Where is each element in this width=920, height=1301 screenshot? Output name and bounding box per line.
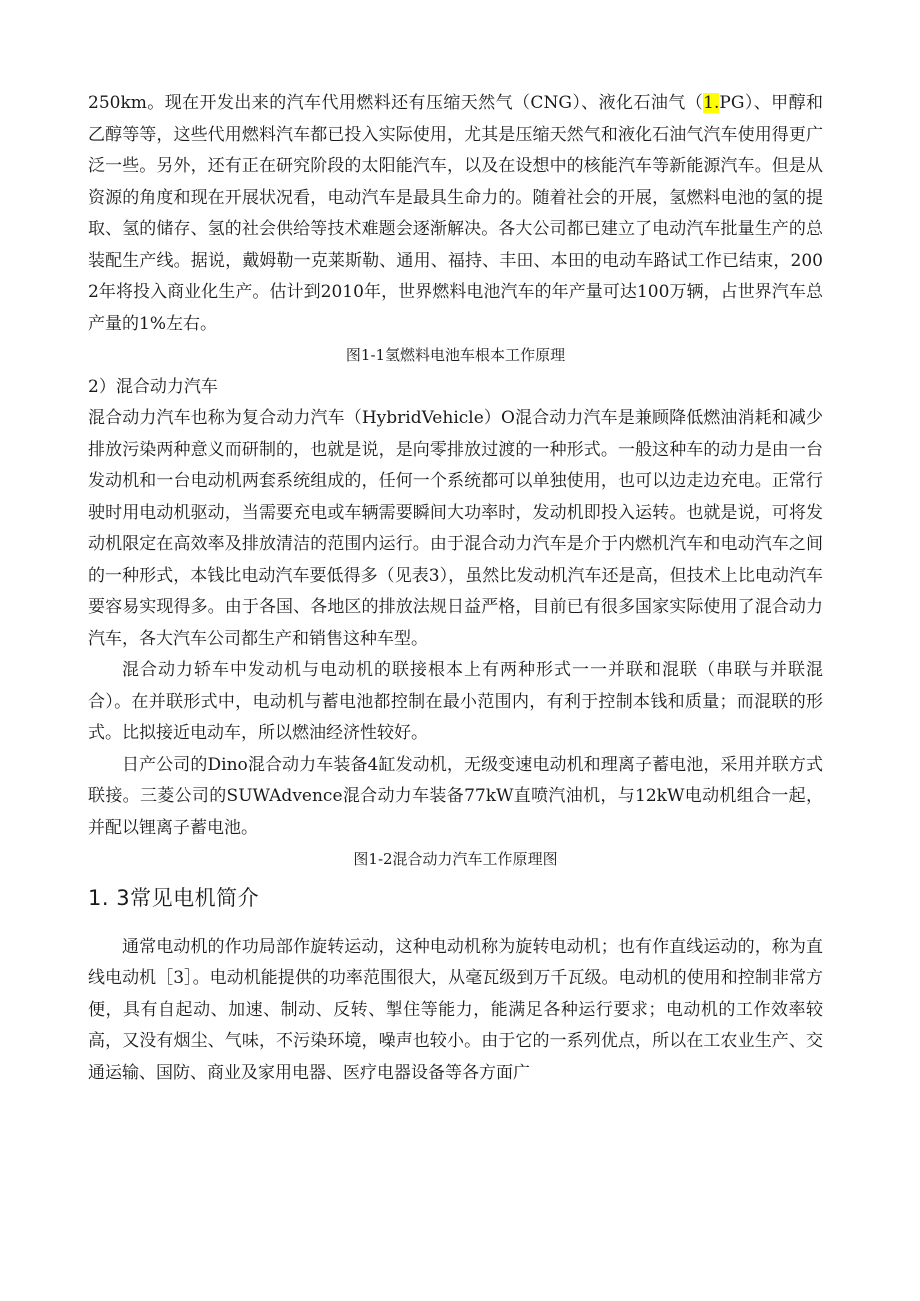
paragraph-alternative-fuels xyxy=(88,88,823,340)
paragraph-text-after-highlight: PG）、甲醇和乙醇等等，这些代用燃料汽车都已投入实际使用，尤其是压缩天然气和液化石油气汽车使用得更广泛一些。另外，还有正在研究阶段的太阳能汽车，以及在设想中的核能汽车等新能源汽车。但是从资源的角度和现在开展状况看，电动汽车是最具生命力的。随着社会的开展，氢燃料电池的氢的提取、氢的储存、氢的社会供给等技术难题会逐渐解决。各大公司都已建立了电动汽车批量生产的总装配生产线。据说，戴姆勒一克莱斯勒、通用、福持、丰田、本田的电动车路试工作已结束，2002年将投入商业化生产。估计到2010年，世界燃料电池汽车的年产量可达100万辆，占世界汽车总产量的1%左右。 xyxy=(88,93,823,334)
highlighted-text: 1. xyxy=(703,93,720,113)
section-heading-motors: 1. 3常见电机简介 xyxy=(88,885,260,910)
paragraph-hybrid-definition: 混合动力汽车也称为复合动力汽车（HybridVehicle）O混合动力汽车是兼顾降低燃油消耗和减少排放污染两种意义而研制的，也就是说，是向零排放过渡的一种形式。一般这种车的动力是由一台发动机和一台电动机两套系统组成的，任何一个系统都可以单独使用，也可以边走边充电。正常行驶时用电动机驱动，当需要充电或车辆需要瞬间大功率时，发动机即投入运转。也就是说，可将发动机限定在高效率及排放清洁的范围内运行。由于混合动力汽车是介于内燃机汽车和电动汽车之间的一种形式，本钱比电动汽车要低得多（见表3），虽然比发动机汽车还是高，但技术上比电动汽车要容易实现得多。由于各国、各地区的排放法规日益严格，目前已有很多国家实际使用了混合动力汽车，各大汽车公司都生产和销售这种车型。 xyxy=(88,408,823,649)
figure-caption-1-1: 图1-1氢燃料电池车根本工作原理 xyxy=(345,346,566,364)
paragraph-motors-intro: 通常电动机的作功局部作旋转运动，这种电动机称为旋转电动机；也有作直线运动的，称为直线电动机［3］。电动机能提供的功率范围很大，从毫瓦级到万千瓦级。电动机的使用和控制非常方便，具有自起动、加速、制动、反转、掣住等能力，能满足各种运行要求；电动机的工作效率较高，又没有烟尘、气味，不污染环境，噪声也较小。由于它的一系列优点，所以在工农业生产、交通运输、国防、商业及家用电器、医疗电器设备等各方面广 xyxy=(88,936,823,1083)
paragraph-hybrid-connection: 混合动力轿车中发动机与电动机的联接根本上有两种形式一一并联和混联（串联与并联混合）。在并联形式中，电动机与蓄电池都控制在最小范围内，有利于控制本钱和质量；而混联的形式。比拟接近电动车，所以燃油经济性较好。 xyxy=(88,660,823,743)
document-page xyxy=(88,88,823,1089)
paragraph-text-before-highlight: 250km。现在开发出来的汽车代用燃料还有压缩天然气（CNG）、液化石油气（ xyxy=(88,93,704,113)
subheading-hybrid-vehicle: 2）混合动力汽车 xyxy=(88,376,218,397)
paragraph-hybrid-examples: 日产公司的Dino混合动力车装备4缸发动机，无级变速电动机和理离子蓄电池，采用并联方式联接。三菱公司的SUWAdvence混合动力车装备77kW直喷汽油机，与12kW电动机组合一起，并配以锂离子蓄电池。 xyxy=(88,754,823,838)
figure-caption-1-2: 图1-2混合动力汽车工作原理图 xyxy=(353,850,558,868)
